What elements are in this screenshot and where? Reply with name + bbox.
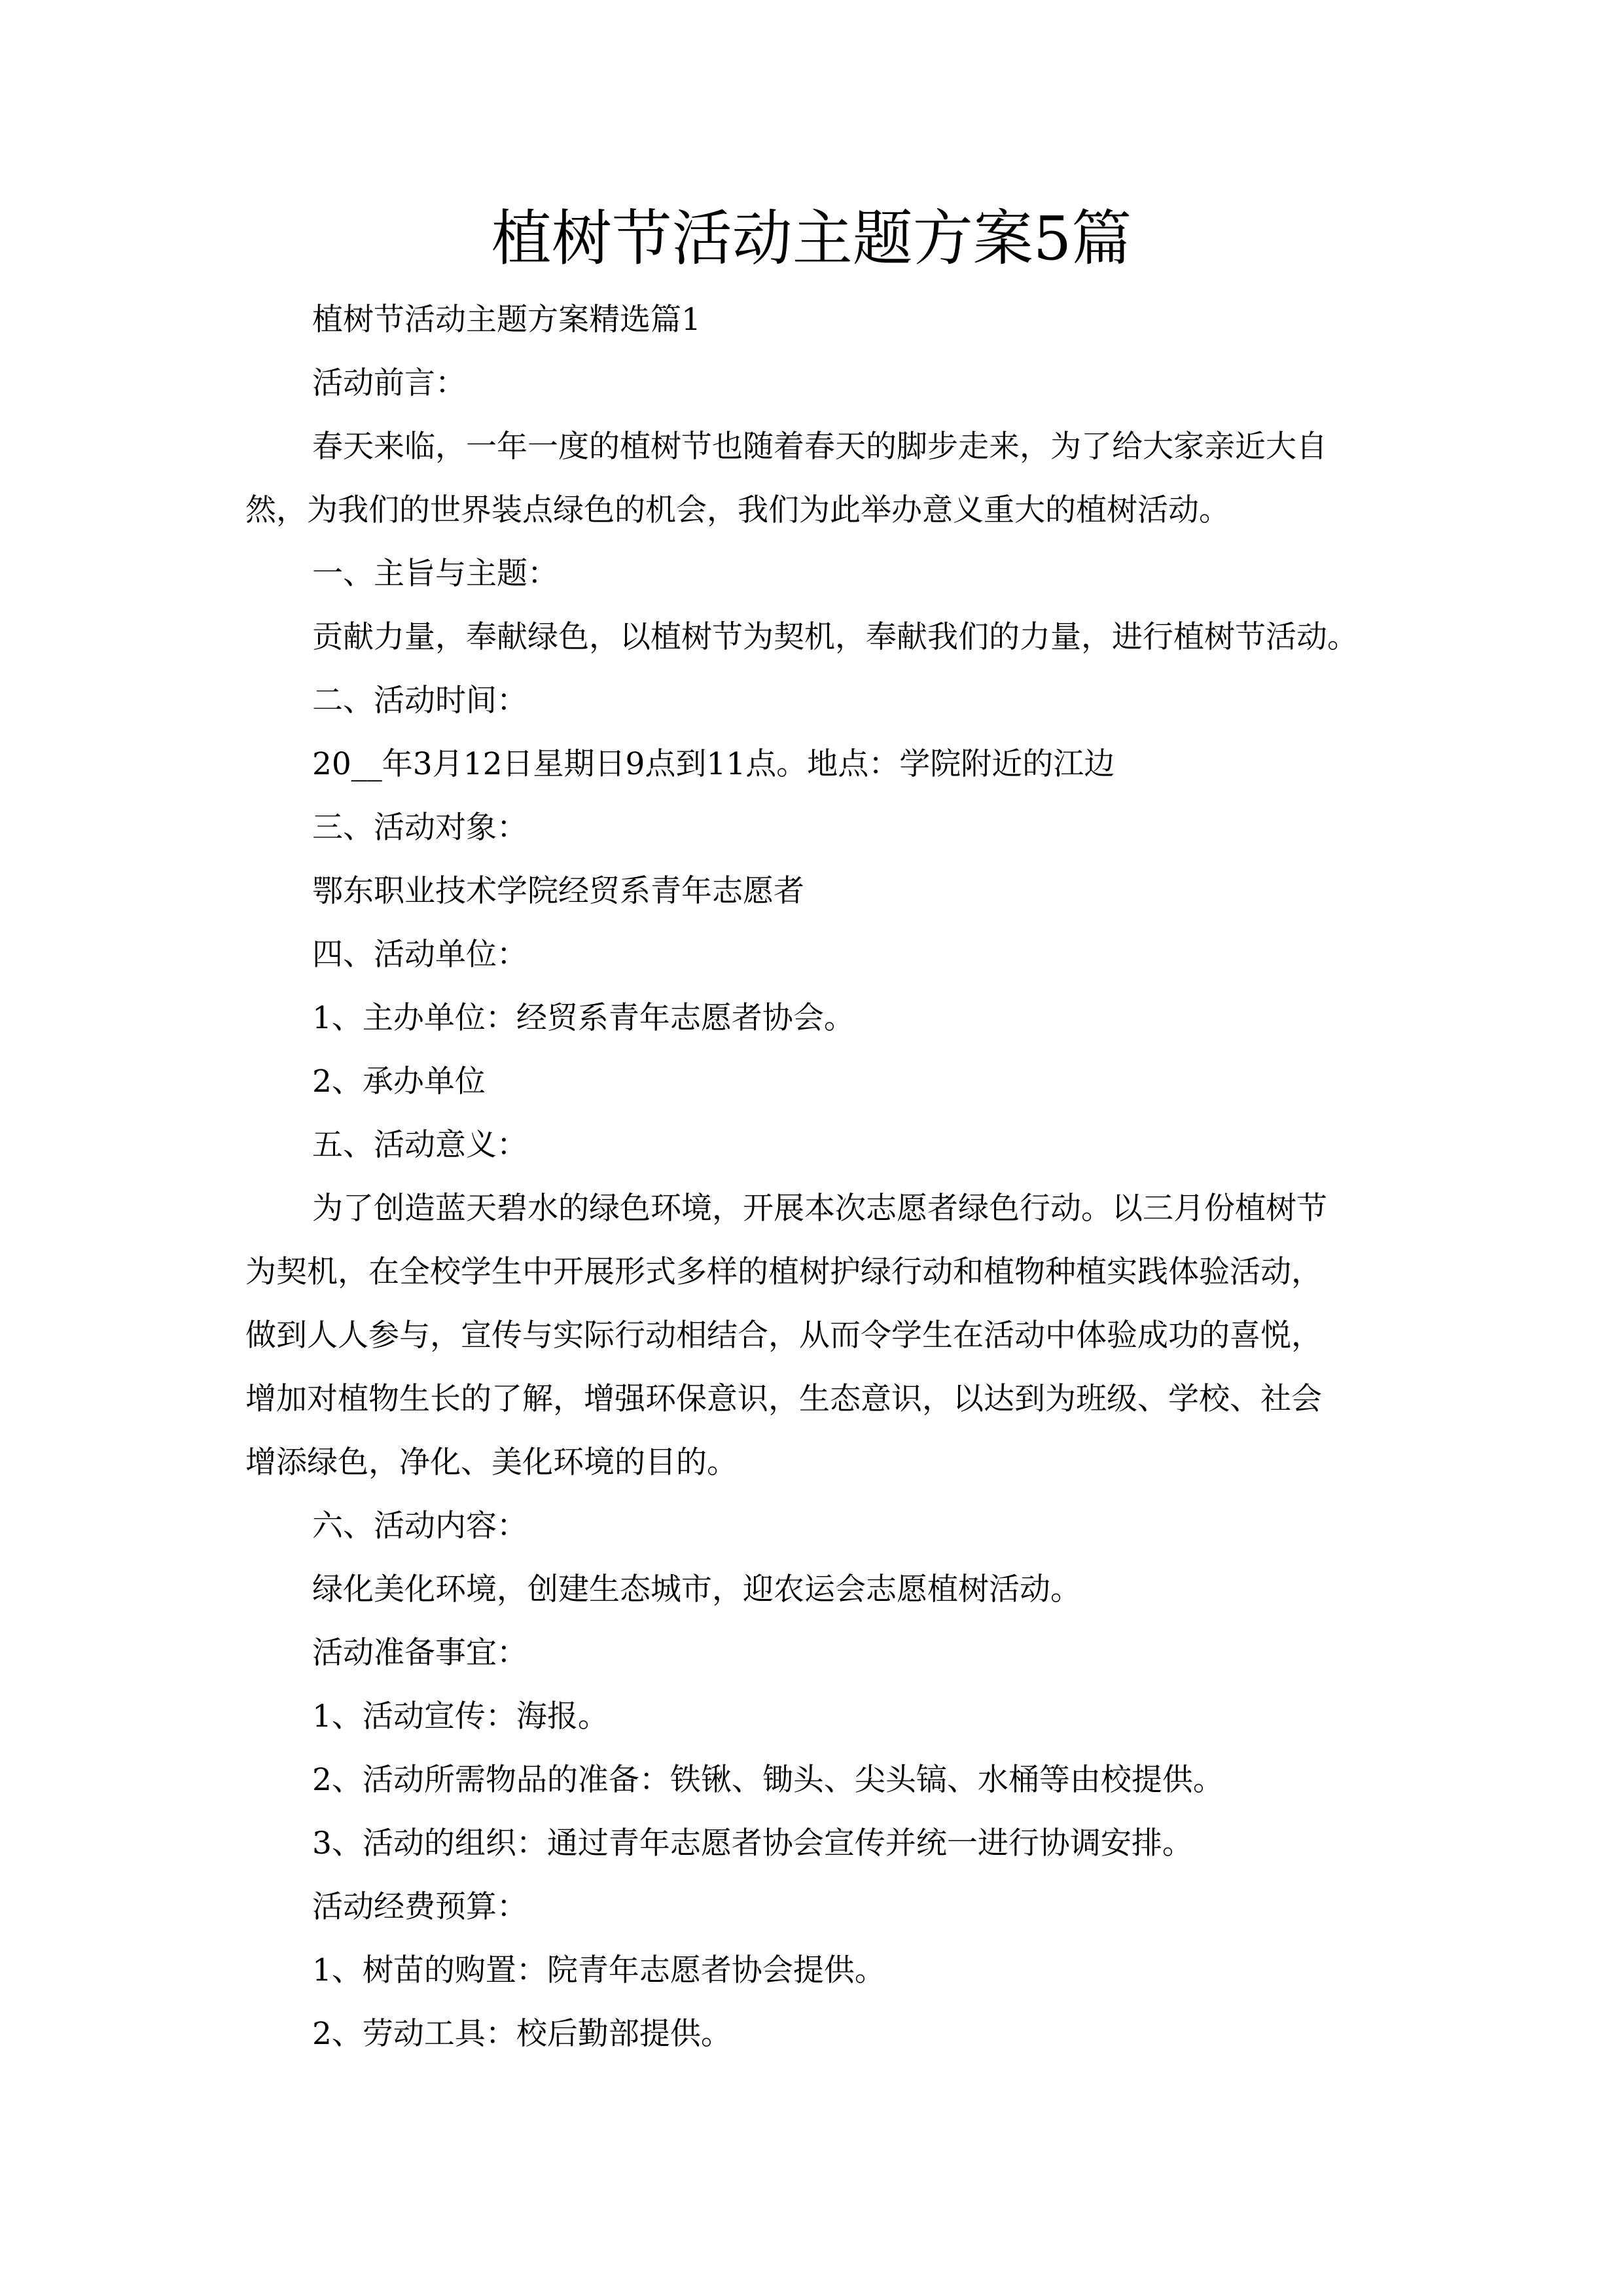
text-line: 贡献力量，奉献绿色，以植树节为契机，奉献我们的力量，进行植树节活动。 bbox=[312, 619, 1358, 655]
document-title: 植树节活动主题方案5篇 bbox=[491, 204, 1132, 274]
paragraph-time bbox=[245, 732, 1378, 796]
paragraph-content bbox=[245, 1558, 1378, 1621]
section-heading-time bbox=[245, 669, 1378, 732]
section-heading-units bbox=[245, 923, 1378, 986]
document-body bbox=[245, 288, 1378, 2066]
text-line: 二、活动时间： bbox=[312, 683, 527, 719]
text-line: 为契机，在全校学生中开展形式多样的植树护绿行动和植物种植实践体验活动， bbox=[245, 1254, 1322, 1290]
text-line: 四、活动单位： bbox=[312, 937, 527, 973]
section-heading-theme bbox=[245, 542, 1378, 605]
text-line: 1、活动宣传：海报。 bbox=[312, 1698, 609, 1734]
paragraph-theme bbox=[245, 605, 1378, 669]
text-line: 为了创造蓝天碧水的绿色环境，开展本次志愿者绿色行动。以三月份植树节 bbox=[312, 1191, 1327, 1227]
text-line: 活动准备事宜： bbox=[312, 1635, 527, 1671]
text-line: 1、主办单位：经贸系青年志愿者协会。 bbox=[312, 1000, 855, 1036]
text-line: 植树节活动主题方案精选篇1 bbox=[312, 302, 701, 338]
list-item-tools bbox=[245, 2002, 1378, 2066]
text-line: 六、活动内容： bbox=[312, 1508, 527, 1544]
section-heading-content bbox=[245, 1494, 1378, 1558]
text-line: 2、活动所需物品的准备：铁锹、锄头、尖头镐、水桶等由校提供。 bbox=[312, 1762, 1224, 1798]
paragraph-audience bbox=[245, 859, 1378, 923]
section-heading-significance bbox=[245, 1113, 1378, 1177]
list-item-organization bbox=[245, 1812, 1378, 1875]
text-line: 活动经费预算： bbox=[312, 1889, 527, 1925]
list-item-publicity bbox=[245, 1685, 1378, 1748]
text-line: 2、承办单位 bbox=[312, 1064, 486, 1100]
paragraph-significance bbox=[245, 1177, 1378, 1494]
list-item-co-organizer bbox=[245, 1050, 1378, 1113]
text-line: 五、活动意义： bbox=[312, 1127, 527, 1163]
text-line: 做到人人参与，宣传与实际行动相结合，从而令学生在活动中体验成功的喜悦， bbox=[245, 1318, 1322, 1354]
text-line: 增加对植物生长的了解，增强环保意识，生态意识，以达到为班级、学校、社会 bbox=[245, 1381, 1322, 1417]
text-line: 鄂东职业技术学院经贸系青年志愿者 bbox=[312, 873, 804, 909]
text-line: 然，为我们的世界装点绿色的机会，我们为此举办意义重大的植树活动。 bbox=[245, 492, 1230, 528]
section-subtitle bbox=[245, 288, 1378, 351]
text-line: 1、树苗的购置：院青年志愿者协会提供。 bbox=[312, 1952, 885, 1988]
paragraph-preface bbox=[245, 415, 1378, 542]
text-line: 三、活动对象： bbox=[312, 810, 527, 846]
section-heading-audience bbox=[245, 796, 1378, 859]
list-item-organizer bbox=[245, 986, 1378, 1050]
text-line: 一、主旨与主题： bbox=[312, 556, 558, 592]
text-line: 2、劳动工具：校后勤部提供。 bbox=[312, 2016, 732, 2052]
text-line: 增添绿色，净化、美化环境的目的。 bbox=[245, 1444, 738, 1480]
section-heading-preparation bbox=[245, 1621, 1378, 1685]
list-item-supplies bbox=[245, 1748, 1378, 1812]
section-heading-budget bbox=[245, 1875, 1378, 1939]
text-line: 绿化美化环境，创建生态城市，迎农运会志愿植树活动。 bbox=[312, 1571, 1081, 1607]
text-line: 3、活动的组织：通过青年志愿者协会宣传并统一进行协调安排。 bbox=[312, 1825, 1193, 1861]
text-line: 20__年3月12日星期日9点到11点。地点：学院附近的江边 bbox=[312, 746, 1115, 782]
text-line: 春天来临，一年一度的植树节也随着春天的脚步走来，为了给大家亲近大自 bbox=[312, 429, 1327, 465]
list-item-saplings bbox=[245, 1939, 1378, 2002]
section-heading-preface bbox=[245, 351, 1378, 415]
text-line: 活动前言： bbox=[312, 365, 466, 401]
